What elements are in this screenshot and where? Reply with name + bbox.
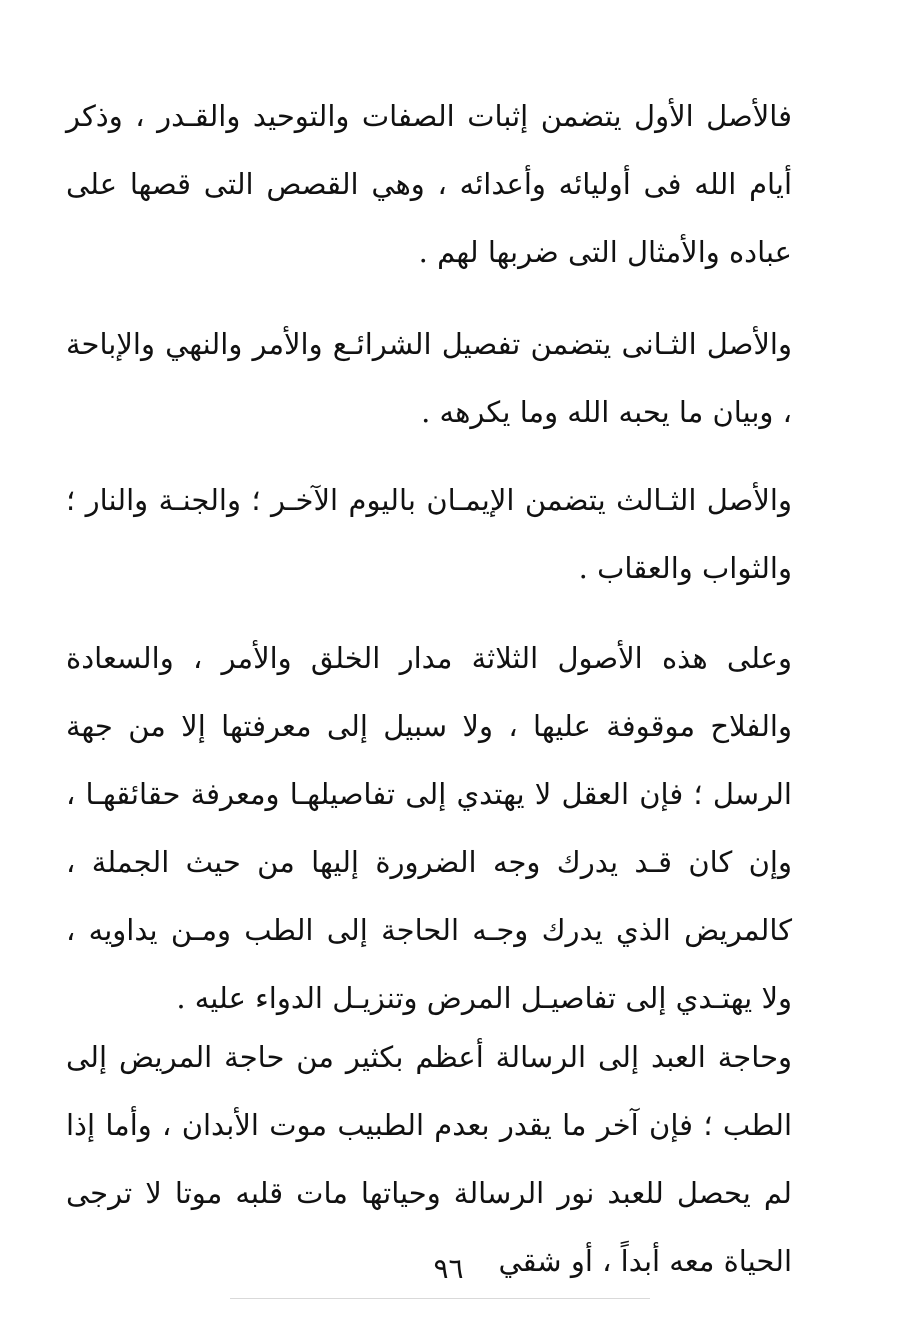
page-number: ٩٦ [433,1252,464,1285]
paragraph-second-principle: والأصل الثـانى يتضمن تفصيل الشرائـع والأمر والنهي والإباحة ، وبيان ما يحبه الله وما يكرهه . [66,327,792,429]
page-divider [230,1298,650,1299]
paragraph-first-principle: فالأصل الأول يتضمن إثبات الصفات والتوحيد والقـدر ، وذكر أيام الله فى أوليائه وأعدائه ، وهي القصص التى قصها على عباده والأمثال التى ضربها لهم . [66,99,792,269]
paragraph-three-principles: وعلى هذه الأصول الثلاثة مدار الخلق والأمر ، والسعادة والفلاح موقوفة عليها ، ولا سبيل إلى معرفتها إلا من جهة الرسل ؛ فإن العقل لا يهتدي إلى تفاصيلهـا ومعرفة حقائقهـا ، وإن كان قـد يدرك وجه الضرورة إليها من حيث الجملة ، كالمريض الذي يدرك وجـه الحاجة إلى الطب ومـن يداويه ، ولا يهتـدي إلى تفاصيـل المرض وتنزيـل الدواء عليه . [66,641,792,1015]
paragraph-third-principle: والأصل الثـالث يتضمن الإيمـان باليوم الآخـر ؛ والجنـة والنار ؛ والثواب والعقاب . [66,483,792,585]
paragraph-need-for-message: وحاجة العبد إلى الرسالة أعظم بكثير من حاجة المريض إلى الطب ؛ فإن آخر ما يقدر بعدم الطبيب موت الأبدان ، وأما إذا لم يحصل للعبد نور الرسالة وحياتها مات قلبه موتا لا ترجى الحياة معه أبداً ، أو شقي [66,1040,792,1278]
